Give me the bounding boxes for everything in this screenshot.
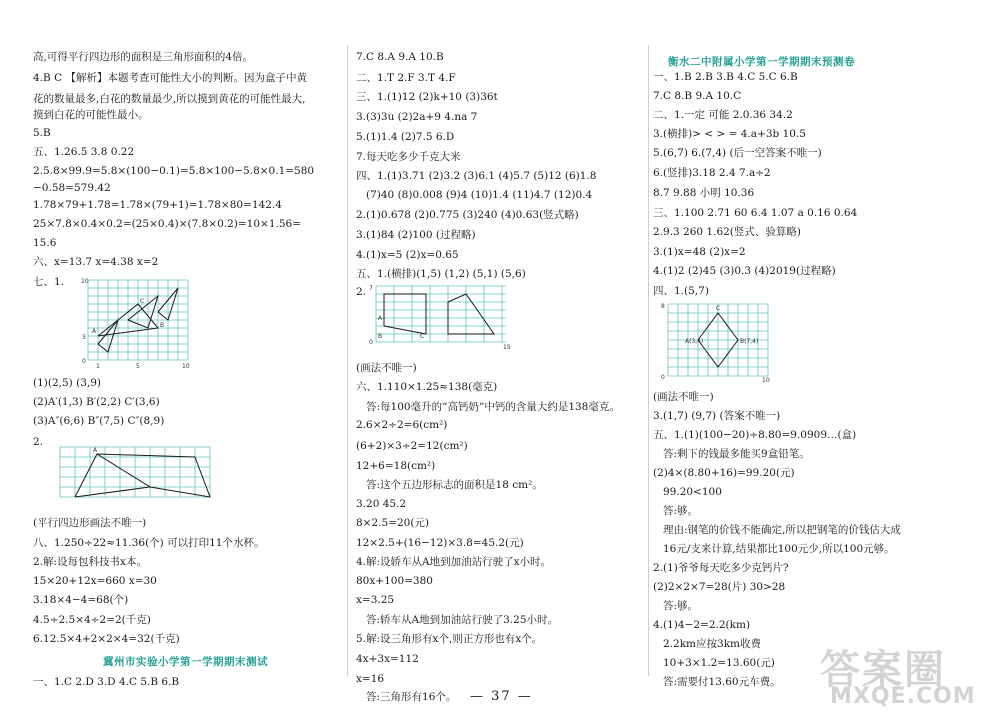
text-line: 五、1.(1)(100−20)÷8.80=9.0909…(盒) — [653, 429, 857, 441]
point-label: C — [420, 333, 425, 340]
text-line: 2. — [33, 436, 44, 448]
origin: 0 — [369, 339, 373, 346]
text-line: 5.解:设三角形有x个,则正方形也有x个。 — [356, 633, 543, 645]
text-line: 5.(1)1.4 (2)7.5 6.D — [356, 131, 455, 143]
point-label: A — [92, 328, 97, 335]
watermark-url: MXQE.COM — [830, 684, 976, 709]
text-line: (画法不唯一) — [653, 391, 714, 403]
point-label: A — [378, 315, 383, 322]
text-line: (2)2×2×7=28(片) 30>28 — [653, 581, 786, 593]
text-line: 理由:钢笔的价钱不能确定,所以把钢笔的价钱估大成 — [663, 524, 901, 536]
text-line: 4.B C 【解析】本题考查可能性大小的判断。因为盒子中黄 — [33, 72, 307, 84]
text-line: 五、1.26.5 3.8 0.22 — [33, 146, 135, 158]
origin: 0 — [82, 358, 86, 365]
text-line: 三、1.(1)12 (2)k+10 (3)36t — [356, 91, 498, 103]
origin: 0 — [661, 374, 665, 381]
text-line: 六、1.110×1.25≈138(毫克) — [356, 381, 498, 393]
text-line: 6.12.5×4+2×2×4=32(千克) — [33, 633, 180, 645]
text-line: 15.6 — [33, 237, 57, 249]
text-line: 答:够。 — [663, 600, 699, 612]
text-line: 4x+3x=112 — [356, 653, 419, 665]
text-line: 80x+100=380 — [356, 575, 433, 587]
text-line: 7.C 8.A 9.A 10.B — [356, 51, 444, 63]
text-line: 3.20 45.2 — [356, 498, 407, 510]
x-tick: 1 — [96, 363, 100, 370]
watermark-logo — [810, 638, 990, 716]
text-line: 一、1.B 2.B 3.B 4.C 5.C 6.B — [653, 71, 798, 83]
text-line: 8×2.5=20(元) — [356, 517, 430, 529]
text-line: 答:剩下的钱最多能买9盒铅笔。 — [663, 448, 810, 460]
coordinate-grid-1 — [78, 275, 198, 370]
text-line: 4.5÷2.5×4÷2=2(千克) — [33, 614, 151, 626]
coordinate-grid-3 — [366, 282, 516, 350]
text-line: 6.(竖排)3.18 2.4 7.a÷2 — [653, 167, 771, 179]
x-tick: 5 — [136, 363, 140, 370]
text-line: x=16 — [356, 673, 385, 685]
text-line: 3.18×4−4=68(个) — [33, 594, 129, 606]
point-label: B — [160, 322, 165, 329]
x-tick: 10 — [182, 363, 190, 370]
point-label: A(3,4) — [685, 338, 704, 345]
text-line: (平行四边形画法不唯一) — [33, 517, 147, 529]
text-line: 15×20+12x=660 x=30 — [33, 575, 157, 587]
text-line: 3.(1)84 (2)100 (过程略) — [356, 229, 476, 241]
text-line: 7.C 8.B 9.A 10.C — [653, 90, 742, 102]
text-line: (1)(2,5) (3,9) — [33, 377, 101, 389]
text-line: 25×7.8×0.4×0.2=(25×0.4)×(7.8×0.2)=10×1.56= — [33, 218, 302, 230]
text-line: x=3.25 — [356, 594, 395, 606]
text-line: 六、x=13.7 x=4.38 x=2 — [33, 256, 159, 268]
text-line: 四、1.(1)3.71 (2)3.2 (3)6.1 (4)5.7 (5)12 (6)1.8 — [356, 170, 597, 182]
text-line: (6+2)×3÷2=12(cm²) — [356, 440, 468, 452]
text-line: 花的数量最多,白花的数量最少,所以摸到黄花的可能性最大, — [33, 93, 306, 105]
text-line: 2.解:设每包科技书x本。 — [33, 556, 147, 568]
text-line: (7)40 (8)0.008 (9)4 (10)1.4 (11)4.7 (12)0.4 — [366, 189, 593, 201]
text-line: 七、1. — [33, 276, 65, 288]
text-line: 二、1.一定 可能 2.0.36 34.2 — [653, 109, 793, 121]
text-line: 99.20<100 — [663, 486, 722, 498]
text-line: 16元/支来计算,结果都比100元少,所以100元够。 — [663, 543, 895, 555]
column-divider — [347, 45, 348, 676]
text-line: 答:这个五边形标志的面积是18 cm²。 — [366, 479, 543, 491]
text-line: (3)A″(6,6) B″(7,5) C″(8,9) — [33, 415, 165, 427]
text-line: 2.2km应按3km收费 — [663, 638, 762, 650]
y-tick: 8 — [661, 303, 665, 310]
text-line: 八、1.250÷22≈11.36(个) 可以打印11个水杯。 — [33, 537, 265, 549]
text-line: 答:够。 — [663, 505, 699, 517]
y-tick: 7 — [369, 285, 373, 292]
text-line: 4.解:设轿车从A地到加油站行驶了x小时。 — [356, 556, 552, 568]
text-line: 一、1.C 2.D 3.D 4.C 5.B 6.B — [33, 676, 180, 688]
point-label: B(7,4) — [740, 338, 759, 345]
y-tick: 3 — [82, 334, 86, 341]
coordinate-grid-4 — [658, 300, 778, 382]
text-line: 高,可得平行四边形的面积是三角形面积的4倍。 — [33, 51, 254, 63]
text-line: 4.(1)x=5 (2)x=0.65 — [356, 249, 459, 261]
x-tick: 10 — [762, 377, 770, 382]
text-line: 五、1.(横排)(1,5) (1,2) (5,1) (5,6) — [356, 268, 526, 280]
y-tick: 10 — [81, 278, 89, 285]
text-line: 2.(1)爷爷每天吃多少克钙片? — [653, 562, 789, 574]
text-line: −0.58=579.42 — [33, 182, 111, 194]
page-number: — 37 — — [470, 689, 533, 704]
text-line: 二、1.T 2.F 3.T 4.F — [356, 72, 456, 84]
point-label: A — [93, 447, 98, 454]
point-label: B — [378, 333, 383, 340]
text-line: 2.5.8×99.9=5.8×(100−0.1)=5.8×100−5.8×0.1=580 — [33, 165, 315, 177]
text-line: 3.(1,7) (9,7) (答案不唯一) — [653, 410, 781, 422]
text-line: 答:需要付13.60元车费。 — [663, 676, 781, 688]
watermark-text: 答案圈 — [820, 647, 946, 693]
text-line: 三、1.100 2.71 60 6.4 1.07 a 0.16 0.64 — [653, 207, 858, 219]
text-line: (2)4×(8.80+16)=99.20(元) — [653, 467, 795, 479]
text-line: (画法不唯一) — [356, 362, 417, 374]
x-tick: 15 — [503, 344, 511, 350]
point-label: C — [140, 298, 145, 305]
text-line: 摸到白花的可能性最小。 — [33, 109, 149, 121]
text-line: 3.(横排)> < > = 4.a+3b 10.5 — [653, 128, 806, 140]
text-line: 2.9.3 260 1.62(竖式、验算略) — [653, 226, 802, 238]
section-title: 冀州市实验小学第一学期期末测试 — [103, 656, 268, 668]
text-line: 3.(3)3u (2)2a+9 4.na 7 — [356, 111, 478, 123]
text-line: 3.(1)x=48 (2)x=2 — [653, 246, 746, 258]
coordinate-grid-2 — [55, 442, 215, 502]
text-line: 四、1.(5,7) — [653, 285, 709, 297]
text-line: 2. — [356, 286, 367, 298]
text-line: 4.(1)2 (2)45 (3)0.3 (4)2019(过程略) — [653, 265, 836, 277]
text-line: 5.(6,7) 6.(7,4) (后一空答案不唯一) — [653, 147, 822, 159]
text-line: 7.每天吃多少千克大米 — [356, 151, 461, 163]
text-line: 2.6×2÷2=6(cm²) — [356, 419, 448, 431]
point-label: C — [716, 305, 721, 312]
column-divider — [648, 45, 649, 676]
text-line: (2)A′(1,3) B′(2,2) C′(3,6) — [33, 396, 160, 408]
text-line: 12+6=18(cm²) — [356, 460, 436, 472]
text-line: 12×2.5+(16−12)×3.8=45.2(元) — [356, 537, 524, 549]
text-line: 8.7 9.88 小明 10.36 — [653, 187, 755, 199]
text-line: 10+3×1.2=13.60(元) — [663, 657, 775, 669]
section-title: 衡水二中附属小学第一学期期末预测卷 — [668, 56, 855, 68]
text-line: 答:轿车从A地到加油站行驶了3.25小时。 — [366, 614, 558, 626]
text-line: 答:三角形有16个。 — [366, 691, 457, 703]
text-line: 2.(1)0.678 (2)0.775 (3)240 (4)0.63(竖式略) — [356, 209, 579, 221]
text-line: 4.(1)4−2=2.2(km) — [653, 619, 751, 631]
text-line: 5.B — [33, 127, 51, 139]
text-line: 1.78×79+1.78=1.78×(79+1)=1.78×80=142.4 — [33, 199, 282, 211]
text-line: 答:每100毫升的“高钙奶”中钙的含量大约是138毫克。 — [366, 401, 620, 413]
